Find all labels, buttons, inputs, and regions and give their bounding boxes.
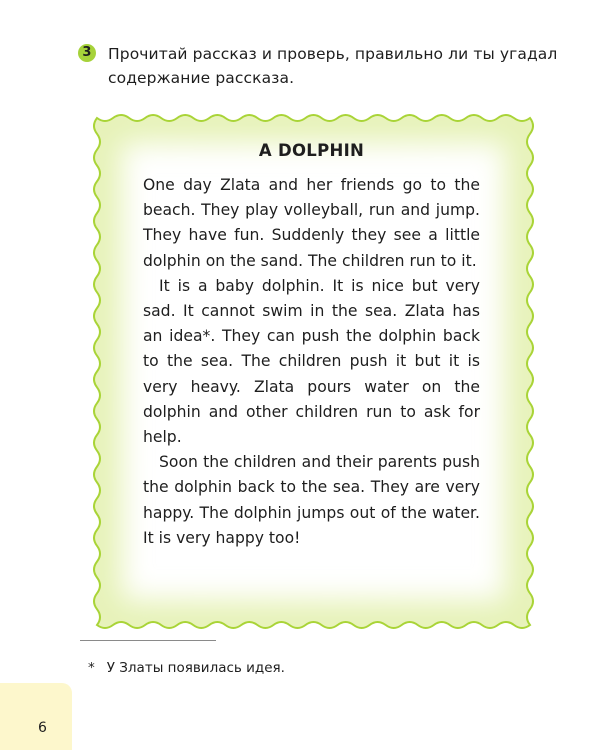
footnote-marker: * — [88, 660, 95, 676]
story-body — [143, 140, 480, 551]
page-number-tab — [0, 683, 72, 750]
page-number: 6 — [38, 720, 47, 736]
story-paragraph-1: One day Zlata and her friends go to the beach. They play volleyball, run and jump. They have fun. Suddenly they see a little dolphin on the sand. The children run to it. — [143, 176, 480, 270]
story-paragraph-3: Soon the children and their parents push the dolphin back to the sea. They are very happy. The dolphin jumps out of the water. It is very happy too! — [143, 453, 480, 547]
task-instruction: Прочитай рассказ и проверь, правильно ли ты угадал содержание рассказа. — [108, 45, 558, 87]
footnote — [88, 660, 285, 676]
footnote-text: У Златы появилась идея. — [106, 660, 285, 676]
footnote-divider — [80, 640, 216, 641]
story-title: A DOLPHIN — [258, 141, 365, 160]
task-number-badge: 3 — [78, 44, 96, 62]
story-paragraph-2: It is a baby dolphin. It is nice but very sad. It cannot swim in the sea. Zlata has an idea*. They can push the dolphin back to the sea. The children push it but it is very heavy. Zlata pours water on the dolphin and other children run to ask for help. — [143, 276, 480, 447]
